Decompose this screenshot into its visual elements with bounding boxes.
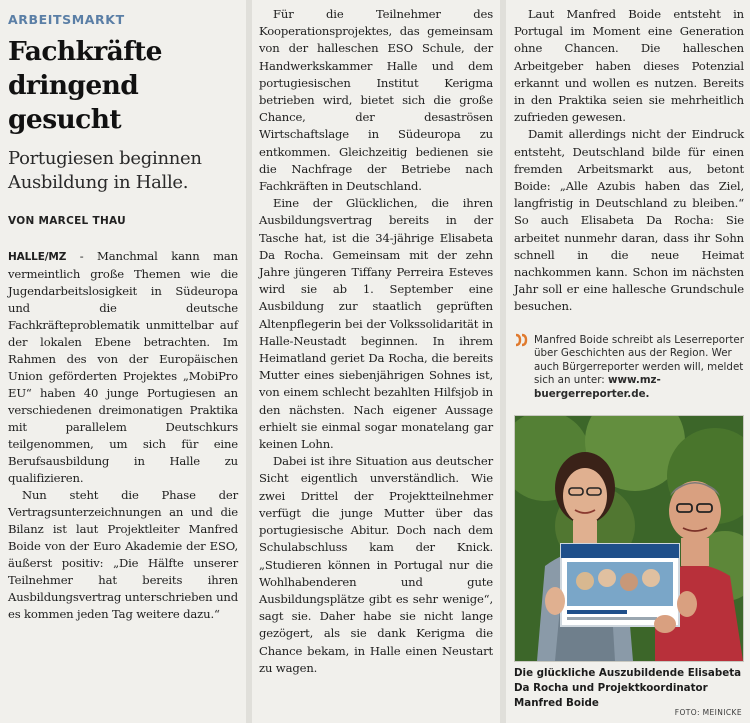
- article-kicker: ARBEITSMARKT: [8, 12, 125, 27]
- body-paragraph: Laut Manfred Boide entsteht in Portugal im Moment eine Generation ohne Chancen. Die halleschen Arbeitgeber haben dieses Potenzial erkannt und wollen es nutzen. Bereits in den Praktika seien sie mehrheitlich zufrieden gewesen.: [514, 7, 744, 125]
- paragraph-text: - Manchmal kann man vermeintlich große Themen wie die Jugendarbeitslosigkeit in Südeuropa und die deutsche Fachkräfteproblematik unmittelbar auf der lokalen Ebene betrachten. Im Rahmen des von der Europäischen Union geförderten Projektes „MobiPro EU“ haben 40 junge Portugiesen an verschiedenen dreimonatigen Praktika mit parallelem Deutschkurs teilgenommen, um sich für eine Berufsausbildung in Halle zu qualifizieren.: [8, 249, 238, 485]
- article-body-col2: [259, 6, 493, 677]
- photo-illustration: [515, 416, 743, 661]
- reporter-url-link[interactable]: www.mz-buergerreporter.de.: [534, 374, 661, 400]
- article-column-1: [0, 0, 246, 723]
- body-paragraph: [8, 248, 238, 487]
- article-column-3: [506, 0, 750, 723]
- article-column-2: [252, 0, 500, 723]
- body-paragraph: Damit allerdings nicht der Eindruck entsteht, Deutschland bilde für einen fremden Arbeitsmarkt aus, betont Boide: „Alle Azubis haben das Ziel, langfristig in Deutschland zu bleiben.“ So auch Elisabeta Da Rocha: Sie arbeitet nunmehr daran, dass ihr Sohn schnell in die neue Heimat nachkommen kann. Schon im nächsten Jahr soll er eine hallesche Grundschule besuchen.: [514, 127, 744, 314]
- body-paragraph: Dabei ist ihre Situation aus deutscher Sicht eigentlich unverständlich. Wie zwei Drittel der Projektteilnehmer verfügt die junge Mutter über das portugiesische Abitur. Doch nach dem Schulabschluss kam der Knick. „Studieren können in Portugal nur die Wohlhabenderen und gute Ausbildungsplätze gibt es sehr wenige“, sagt sie. Daher habe sie nicht lange gezögert, als sie dank Kerigma die Chance bekam, in Halle einen Neustart zu wagen.: [259, 454, 493, 675]
- article-photo: [514, 415, 744, 662]
- dateline: HALLE/MZ: [8, 251, 67, 263]
- article-subheadline: Portugiesen beginnen Ausbildung in Halle.: [8, 148, 202, 193]
- article-body-col1: [8, 248, 238, 623]
- reporter-note-text: Manfred Boide schreibt als Leserreporter über Geschichten aus der Region. Wer auch Bürgerreporter werden will, meldet sich an unter:: [534, 333, 744, 387]
- photo-credit: FOTO: MEINICKE: [674, 708, 742, 717]
- article-body-col3: [514, 6, 744, 316]
- article-byline: VON MARCEL THAU: [8, 215, 126, 227]
- quote-icon: [514, 332, 530, 348]
- body-paragraph: Für die Teilnehmer des Kooperationsprojektes, das gemeinsam von der halleschen ESO Schule, der Handwerkskammer Halle und dem portugiesischen Institut Kerigma betrieben wird, bietet sich die große Chance, der desaströsen Wirtschaftslage in Südeuropa zu entkommen. Gleichzeitig bedienen sie die Nachfrage der Betriebe nach Fachkräften in Deutschland.: [259, 7, 493, 194]
- photo-caption: Die glückliche Auszubildende Elisabeta Da Rocha und Projektkoordinator Manfred Boide: [514, 667, 742, 710]
- body-paragraph: Nun steht die Phase der Vertragsunterzeichnungen an und die Bilanz ist laut Projektleiter Manfred Boide von der Euro Akademie der ESO, äußerst positiv: „Die Hälfte unserer Teilnehmer hat bereits ihren Ausbildungsvertrag unterschrieben und es kommen jeden Tag weitere dazu.“: [8, 488, 238, 621]
- body-paragraph: Eine der Glücklichen, die ihren Ausbildungsvertrag bereits in der Tasche hat, ist die 34-jährige Elisabeta Da Rocha. Gemeinsam mit der zehn Jahre jüngeren Tiffany Perreira Esteves wird sie ab 1. September eine Ausbildung zur staatlich geprüften Altenpflegerin bei der Volkssolidarität in Halle-Neustadt beginnen. In ihrem Heimatland geriet Da Rocha, die bereits Mutter eines siebenjährigen Sohnes ist, von einem schlecht bezahlten Hilfsjob in den nächsten. Nach eigener Aussage erhielt sie einmal sogar monatelang gar keinen Lohn.: [259, 196, 493, 452]
- article-headline: Fachkräfte dringend gesucht: [8, 36, 162, 135]
- reporter-note: [514, 334, 744, 402]
